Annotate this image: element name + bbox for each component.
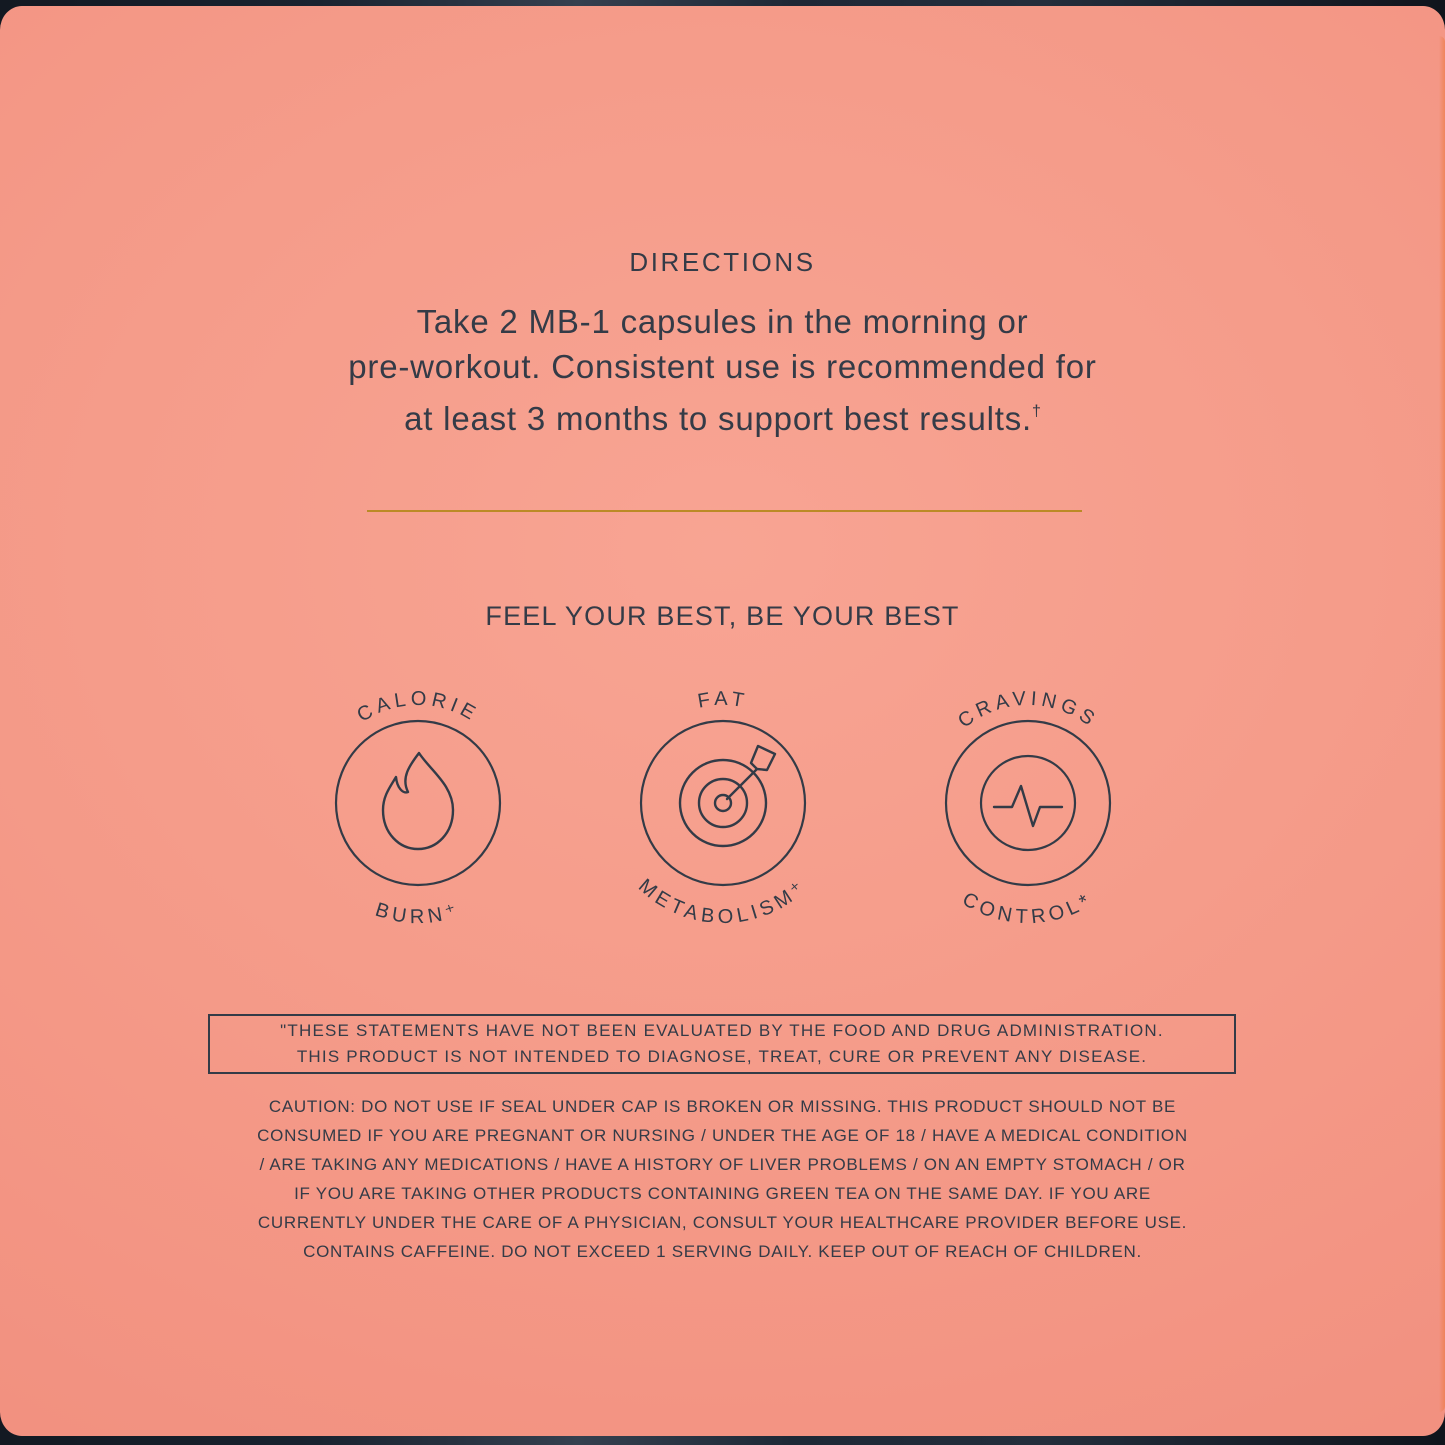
badge-top-label: CRAVINGS (953, 687, 1102, 733)
caution-line-2: CONSUMED IF YOU ARE PREGNANT OR NURSING / UNDER THE AGE OF 18 / HAVE A MEDICAL CONDITION (257, 1126, 1188, 1145)
directions-line-1: Take 2 MB-1 capsules in the morning or (416, 303, 1029, 340)
badge-cravings-control (898, 673, 1158, 933)
disclaimer-line-1: "THESE STATEMENTS HAVE NOT BEEN EVALUATED BY THE FOOD AND DRUG ADMINISTRATION. (280, 1021, 1164, 1040)
svg-text:CONTROL* (958, 888, 1097, 928)
svg-text:FAT (696, 688, 750, 713)
product-label-back-panel (0, 6, 1445, 1436)
disclaimer-line-2: THIS PRODUCT IS NOT INTENDED TO DIAGNOSE, TREAT, CURE OR PREVENT ANY DISEASE. (296, 1047, 1148, 1066)
caution-line-5: CURRENTLY UNDER THE CARE OF A PHYSICIAN, CONSULT YOUR HEALTHCARE PROVIDER BEFORE USE. (257, 1213, 1188, 1232)
badge-bottom-label: BURN⁺ (372, 898, 463, 929)
badge-top-label: CALORIE (352, 687, 483, 727)
badge-top-label: FAT (695, 687, 750, 713)
svg-text:BURN⁺ (372, 899, 463, 928)
caution-line-4: IF YOU ARE TAKING OTHER PRODUCTS CONTAINING GREEN TEA ON THE SAME DAY. IF YOU ARE (294, 1184, 1151, 1203)
benefit-badges-row (0, 673, 1445, 933)
caution-line-3: / ARE TAKING ANY MEDICATIONS / HAVE A HISTORY OF LIVER PROBLEMS / ON AN EMPTY STOMACH / OR (259, 1155, 1186, 1174)
directions-line-3: at least 3 months to support best results.† (404, 400, 1041, 437)
caution-line-1: CAUTION: DO NOT USE IF SEAL UNDER CAP IS BROKEN OR MISSING. THIS PRODUCT SHOULD NOT BE (268, 1097, 1177, 1116)
gold-divider-rule (367, 510, 1082, 512)
badge-bottom-label: CONTROL* (958, 888, 1097, 929)
badge-ring (946, 721, 1110, 885)
flame-icon (383, 753, 453, 849)
badge-calorie-burn (288, 673, 548, 933)
caution-line-6: CONTAINS CAFFEINE. DO NOT EXCEED 1 SERVING DAILY. KEEP OUT OF REACH OF CHILDREN. (303, 1242, 1142, 1261)
directions-heading: DIRECTIONS (629, 247, 816, 277)
badge-fat-metabolism (593, 673, 853, 933)
directions-line-2: pre-workout. Consistent use is recommended for (348, 348, 1097, 385)
badge-ring (641, 721, 805, 885)
directions-paragraph (0, 299, 1445, 441)
pulse-icon (994, 786, 1062, 826)
badge-bottom-label: METABOLISM⁺ (633, 874, 812, 929)
fda-disclaimer-box (208, 1014, 1236, 1074)
svg-text:CRAVINGS (954, 688, 1102, 733)
svg-text:METABOLISM⁺ (634, 875, 812, 929)
badge-inner-ring (981, 756, 1075, 850)
footnote-dagger: † (1032, 403, 1041, 420)
badge-ring (336, 721, 500, 885)
caution-paragraph (173, 1092, 1273, 1266)
target-arrow-icon (680, 746, 775, 846)
tagline-heading: FEEL YOUR BEST, BE YOUR BEST (485, 601, 960, 631)
